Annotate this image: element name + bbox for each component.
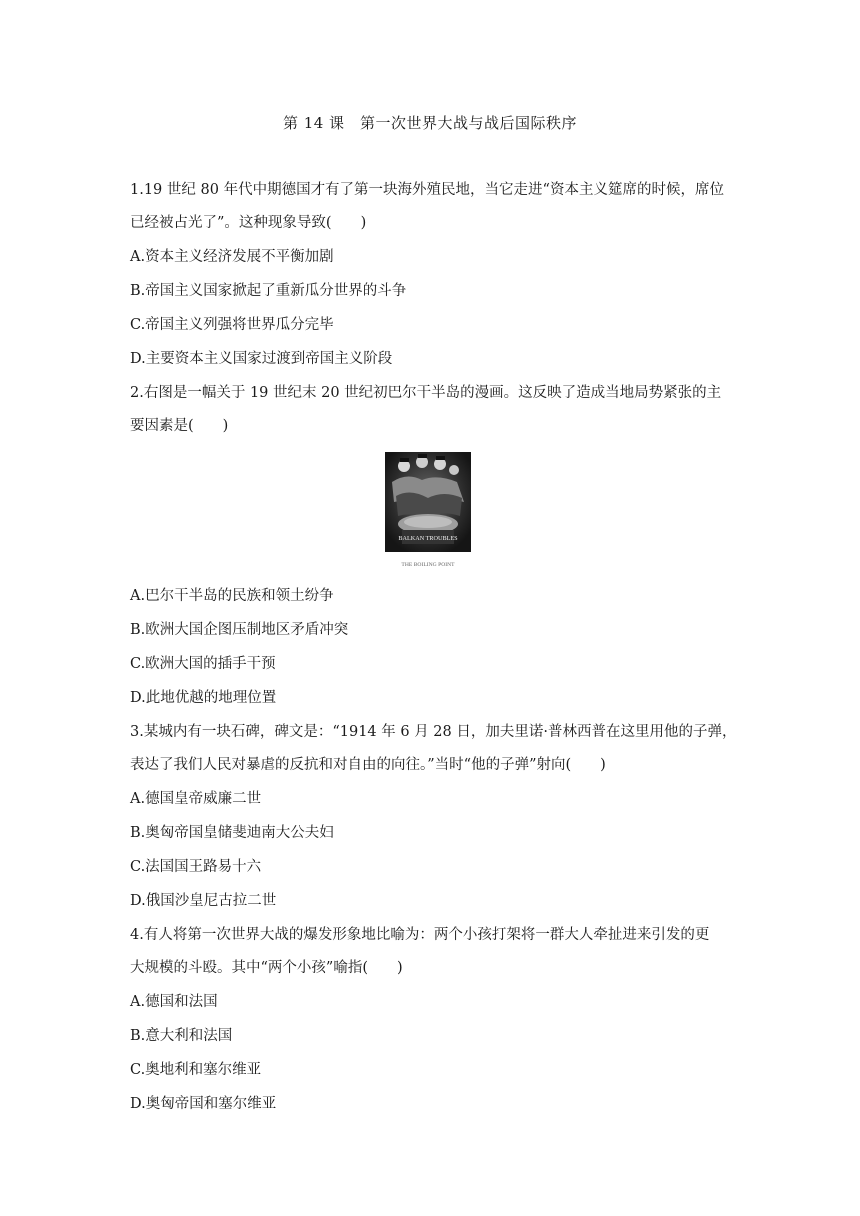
question-2-stem-line-2: 要因素是( )	[130, 418, 229, 434]
question-2-option-d: D.此地优越的地理位置	[130, 690, 277, 706]
question-4-stem-line-2: 大规模的斗殴。其中“两个小孩”喻指( )	[130, 960, 403, 976]
question-4-option-c: C.奥地利和塞尔维亚	[130, 1062, 262, 1078]
question-1-option-a: A.资本主义经济发展不平衡加剧	[130, 249, 334, 265]
question-3-stem-line-1: 3.某城内有一块石碑，碑文是：“1914 年 6 月 28 日，加夫里诺·普林西普在这里用他的子弹，	[130, 724, 737, 740]
question-2-option-a: A.巴尔干半岛的民族和领土纷争	[130, 588, 334, 604]
question-4-option-b: B.意大利和法国	[130, 1028, 233, 1044]
cartoon-caption-sub: THE BOILING POINT	[401, 562, 455, 568]
question-4-option-a: A.德国和法国	[130, 994, 218, 1010]
question-1-option-d: D.主要资本主义国家过渡到帝国主义阶段	[130, 351, 393, 367]
question-1-option-c: C.帝国主义列强将世界瓜分完毕	[130, 317, 334, 333]
question-3-option-a: A.德国皇帝威廉二世	[130, 791, 262, 807]
question-3-option-b: B.奥匈帝国皇储斐迪南大公夫妇	[130, 825, 334, 841]
question-1-stem-line-2: 已经被占光了”。这种现象导致( )	[130, 215, 367, 231]
question-3-option-d: D.俄国沙皇尼古拉二世	[130, 893, 277, 909]
question-1-stem-line-1: 1.19 世纪 80 年代中期德国才有了第一块海外殖民地，当它走进“资本主义筵席的时候，席位	[130, 182, 724, 198]
cartoon-caption-main: BALKAN TROUBLES	[398, 535, 458, 542]
question-2-option-c: C.欧洲大国的插手干预	[130, 656, 276, 672]
question-2-stem-line-1: 2.右图是一幅关于 19 世纪末 20 世纪初巴尔干半岛的漫画。这反映了造成当地局势紧张的主	[130, 385, 722, 401]
lesson-title: 第 14 课 第一次世界大战与战后国际秩序	[282, 114, 578, 132]
question-3-stem-line-2: 表达了我们人民对暴虐的反抗和对自由的向往。”当时“他的子弹”射向( )	[130, 757, 606, 773]
question-2-option-b: B.欧洲大国企图压制地区矛盾冲突	[130, 622, 349, 638]
question-1-option-b: B.帝国主义国家掀起了重新瓜分世界的斗争	[130, 283, 407, 299]
question-4-stem-line-1: 4.有人将第一次世界大战的爆发形象地比喻为：两个小孩打架将一群大人牵扯进来引发的更	[130, 927, 710, 943]
question-4-option-d: D.奥匈帝国和塞尔维亚	[130, 1096, 277, 1112]
balkan-cartoon-image	[382, 452, 474, 574]
question-3-option-c: C.法国国王路易十六	[130, 859, 262, 875]
